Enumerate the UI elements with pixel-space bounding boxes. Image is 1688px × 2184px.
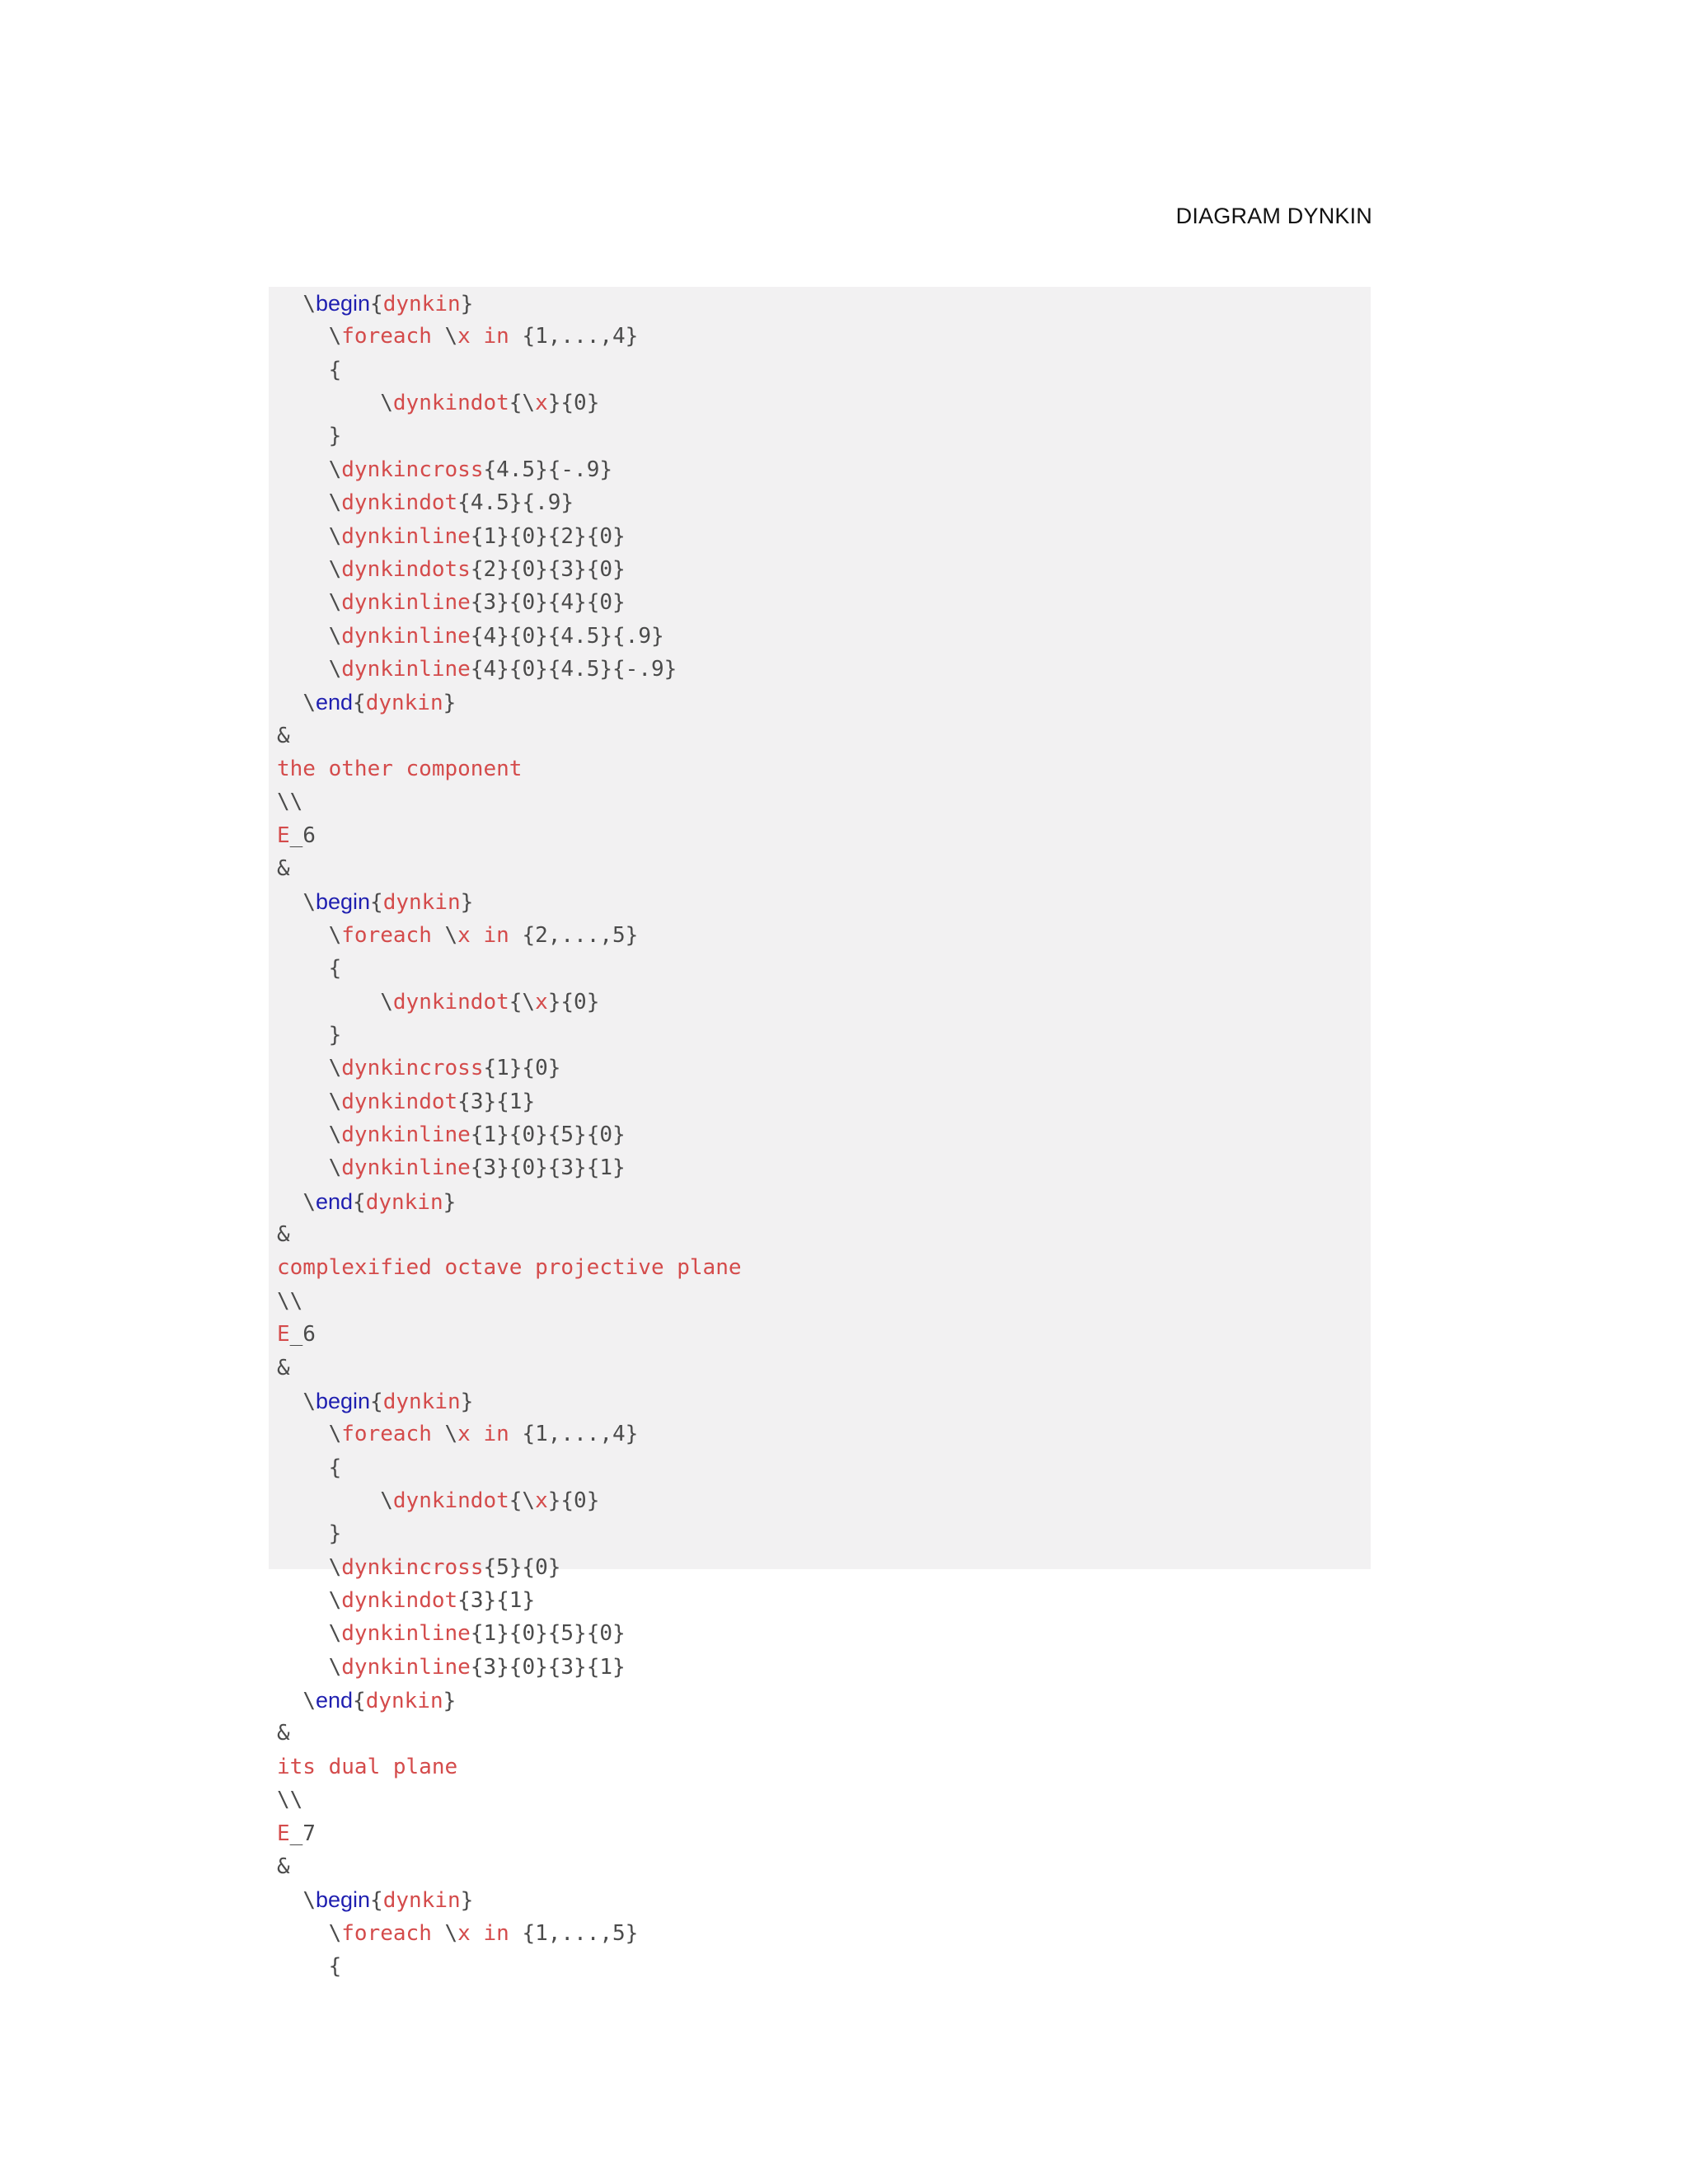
code-indent [277, 1689, 302, 1713]
code-token: \ [328, 590, 342, 616]
code-token: & [277, 1854, 290, 1879]
code-line [277, 553, 1371, 586]
code-token: end [315, 690, 354, 715]
code-token: \ [302, 1689, 316, 1714]
code-token: {1}{0}{5}{0} [470, 1122, 626, 1147]
code-indent [277, 1888, 302, 1913]
code-token: \ [328, 1155, 342, 1181]
code-token: dynkinline [341, 1155, 471, 1181]
code-line [277, 520, 1371, 553]
code-indent [277, 1588, 329, 1613]
code-token: { [328, 956, 342, 982]
code-token: in [483, 922, 509, 948]
code-token: {4}{0}{4.5}{-.9} [470, 656, 678, 682]
code-token: x [457, 1422, 471, 1447]
code-token: {3}{1} [457, 1089, 536, 1114]
code-line [277, 586, 1371, 619]
code-line [277, 1251, 1371, 1284]
code-indent [277, 1621, 329, 1646]
code-line [277, 1850, 1371, 1883]
code-line [277, 952, 1371, 985]
code-token: dynkindot [392, 391, 509, 416]
code-token: \ [328, 1056, 342, 1081]
code-token: dynkincross [341, 457, 484, 482]
code-token: { [370, 292, 383, 316]
code-token: dynkincross [341, 1554, 484, 1580]
code-indent [277, 990, 380, 1015]
code-token [471, 324, 484, 349]
code-line [277, 354, 1371, 387]
code-line [277, 320, 1371, 353]
code-listing [269, 287, 1371, 1979]
code-token: \\ [277, 1788, 303, 1813]
code-indent [277, 457, 329, 482]
code-token: foreach [341, 1422, 432, 1447]
code-line [277, 1085, 1371, 1118]
code-token: dynkin [382, 1888, 461, 1914]
code-line [277, 387, 1371, 419]
code-line [277, 1019, 1371, 1052]
code-line [277, 1118, 1371, 1151]
code-token: begin [315, 291, 371, 316]
code-token: { [328, 357, 342, 382]
code-indent [277, 358, 329, 382]
code-token: {\ [509, 989, 536, 1015]
code-token: \ [328, 457, 342, 482]
code-line [277, 1917, 1371, 1950]
code-token: & [277, 1355, 290, 1380]
code-line [277, 986, 1371, 1019]
code-line [277, 852, 1371, 885]
code-token: dynkinline [341, 1122, 471, 1147]
code-token: end [315, 1688, 354, 1713]
code-indent [277, 657, 329, 682]
code-token: }{0} [547, 1488, 600, 1513]
code-indent [277, 1023, 329, 1047]
code-token [471, 1921, 484, 1946]
code-token: {1}{0} [483, 1056, 561, 1081]
code-token: {\ [509, 391, 536, 416]
code-token: {3}{0}{3}{1} [470, 1654, 626, 1680]
code-line [277, 752, 1371, 785]
code-token: E [277, 1322, 290, 1347]
code-line [277, 919, 1371, 952]
code-token: in [483, 1422, 509, 1447]
code-indent [277, 1954, 329, 1979]
code-token: in [483, 1920, 509, 1946]
code-indent [277, 590, 329, 615]
code-line [277, 620, 1371, 653]
code-line [277, 1352, 1371, 1385]
code-indent [277, 1521, 329, 1546]
code-token: _6 [289, 1322, 316, 1347]
code-token: dynkinline [341, 623, 471, 649]
code-token: \ [328, 523, 342, 549]
code-token: dynkinline [341, 590, 471, 616]
code-token: its dual plane [277, 1754, 458, 1779]
code-line [277, 1517, 1371, 1550]
code-token: } [460, 890, 474, 916]
code-token: dynkinline [341, 1621, 471, 1647]
code-token: dynkindot [341, 490, 458, 516]
code-indent [277, 890, 302, 915]
code-token: \ [380, 1488, 393, 1513]
code-line [277, 1651, 1371, 1684]
code-token: {1}{0}{5}{0} [470, 1621, 626, 1647]
code-indent [277, 1455, 329, 1480]
code-token: \ [328, 1621, 342, 1647]
code-indent [277, 624, 329, 649]
code-line [277, 719, 1371, 752]
code-token: complexified octave projective plane [277, 1255, 742, 1281]
code-token: dynkinline [341, 1654, 471, 1680]
code-token: {5}{0} [483, 1554, 561, 1580]
code-token: x [535, 1488, 548, 1513]
code-token: \ [328, 1654, 342, 1680]
code-token: x [535, 989, 548, 1015]
code-token: \ [328, 1588, 342, 1614]
code-indent [277, 324, 329, 349]
code-token: { [353, 691, 366, 716]
code-token: dynkindot [341, 1089, 458, 1114]
code-token: \ [302, 1888, 316, 1914]
code-token: } [328, 1022, 342, 1047]
code-token: dynkinline [341, 523, 471, 549]
code-line [277, 1617, 1371, 1650]
code-token: dynkin [382, 890, 461, 916]
code-indent [277, 1155, 329, 1180]
code-token: {2,...,5} [509, 922, 639, 948]
code-token: begin [315, 1388, 371, 1413]
code-line [277, 885, 1371, 918]
code-line [277, 1151, 1371, 1184]
code-token: } [443, 691, 457, 716]
code-token: {3}{0}{3}{1} [470, 1155, 626, 1181]
code-line [277, 1584, 1371, 1617]
code-token: { [370, 1389, 383, 1414]
code-token: \ [302, 292, 316, 316]
code-token: dynkin [382, 1389, 461, 1414]
code-line [277, 819, 1371, 852]
code-token: foreach [341, 1920, 432, 1946]
code-token: x [457, 922, 471, 948]
code-token: \ [328, 656, 342, 682]
code-line [277, 1883, 1371, 1916]
code-line [277, 419, 1371, 452]
code-token: \ [431, 922, 458, 948]
code-indent [277, 1122, 329, 1147]
code-token: dynkinline [341, 656, 471, 682]
code-indent [277, 1390, 302, 1414]
code-token: \ [328, 623, 342, 649]
code-token: \ [328, 324, 342, 349]
code-token: { [353, 1689, 366, 1714]
code-line [277, 1750, 1371, 1783]
code-line [277, 1218, 1371, 1251]
code-token: {1,...,4} [509, 1422, 639, 1447]
code-indent [277, 557, 329, 582]
code-lines [277, 287, 1371, 1983]
code-line [277, 1484, 1371, 1517]
code-token: \\ [277, 1288, 303, 1314]
code-token: {4.5}{-.9} [483, 457, 613, 482]
code-token: foreach [341, 324, 432, 349]
code-token: { [370, 890, 383, 916]
code-line [277, 1285, 1371, 1318]
code-token: } [328, 424, 342, 449]
code-token: { [328, 1953, 342, 1979]
code-token: dynkin [382, 292, 461, 316]
code-token: } [460, 292, 474, 316]
code-token: {3}{1} [457, 1588, 536, 1614]
code-token: {4}{0}{4.5}{.9} [470, 623, 664, 649]
code-token: }{0} [547, 391, 600, 416]
code-line [277, 486, 1371, 519]
code-token: \ [302, 1189, 316, 1215]
code-token: x [535, 391, 548, 416]
code-line [277, 1418, 1371, 1451]
code-token: dynkindot [392, 989, 509, 1015]
code-line [277, 1684, 1371, 1717]
code-indent [277, 292, 302, 316]
code-token: dynkindots [341, 556, 471, 582]
code-token: dynkin [365, 1689, 443, 1714]
code-indent [277, 391, 380, 415]
code-token: end [315, 1188, 354, 1214]
code-line [277, 1551, 1371, 1584]
code-token: } [460, 1389, 474, 1414]
code-token: \ [302, 890, 316, 916]
code-token: { [370, 1888, 383, 1914]
code-indent [277, 1090, 329, 1114]
code-token: \ [328, 1089, 342, 1114]
code-token: { [353, 1189, 366, 1215]
code-token: \ [328, 1122, 342, 1147]
code-token: dynkincross [341, 1056, 484, 1081]
code-token: \ [328, 1554, 342, 1580]
code-line [277, 1318, 1371, 1351]
code-token: dynkindot [392, 1488, 509, 1513]
code-token: E [277, 1821, 290, 1846]
code-line [277, 1385, 1371, 1418]
code-token: begin [315, 1887, 371, 1913]
code-token: {\ [509, 1488, 536, 1513]
code-token: & [277, 856, 290, 882]
code-token: {1,...,4} [509, 324, 639, 349]
code-line [277, 453, 1371, 486]
code-token: \ [431, 324, 458, 349]
code-token: foreach [341, 922, 432, 948]
code-token: \ [302, 1389, 316, 1414]
code-line [277, 1451, 1371, 1484]
code-token: \ [431, 1920, 458, 1946]
code-token: E [277, 823, 290, 848]
code-token: {3}{0}{4}{0} [470, 590, 626, 616]
code-indent [277, 1056, 329, 1080]
code-token: {1}{0}{2}{0} [470, 523, 626, 549]
code-indent [277, 956, 329, 981]
code-token: \\ [277, 790, 303, 815]
code-token: } [460, 1888, 474, 1914]
code-token: \ [328, 556, 342, 582]
code-token: } [328, 1521, 342, 1547]
code-token: begin [315, 889, 371, 915]
code-line [277, 1950, 1371, 1983]
code-token: \ [328, 922, 342, 948]
code-line [277, 1817, 1371, 1850]
code-token: }{0} [547, 989, 600, 1015]
code-token: in [483, 324, 509, 349]
code-line [277, 1783, 1371, 1816]
code-line [277, 653, 1371, 686]
code-indent [277, 424, 329, 448]
code-token: \ [328, 1422, 342, 1447]
code-token: the other component [277, 757, 523, 782]
code-indent [277, 1190, 302, 1215]
code-line [277, 1052, 1371, 1085]
code-token: & [277, 1222, 290, 1248]
code-indent [277, 1555, 329, 1580]
code-line [277, 1185, 1371, 1218]
code-indent [277, 524, 329, 549]
code-token: } [443, 1689, 457, 1714]
code-token: _7 [289, 1821, 316, 1846]
code-token: \ [380, 391, 393, 416]
code-token: { [328, 1455, 342, 1480]
code-token: \ [302, 691, 316, 716]
code-token: dynkindot [341, 1588, 458, 1614]
code-token: & [277, 1721, 290, 1746]
code-indent [277, 1422, 329, 1446]
code-line [277, 686, 1371, 719]
code-indent [277, 691, 302, 715]
code-token: dynkin [365, 1189, 443, 1215]
code-indent [277, 923, 329, 948]
code-token: x [457, 324, 471, 349]
code-token: \ [328, 490, 342, 516]
code-line [277, 1717, 1371, 1750]
code-token: \ [328, 1920, 342, 1946]
code-indent [277, 490, 329, 515]
running-head: DIAGRAM DYNKIN [1175, 204, 1372, 228]
code-token: {1,...,5} [509, 1920, 639, 1946]
code-token: \ [380, 989, 393, 1015]
code-token: {4.5}{.9} [457, 490, 574, 516]
code-token: } [443, 1189, 457, 1215]
code-indent [277, 1921, 329, 1946]
code-line [277, 785, 1371, 818]
code-token: dynkin [365, 691, 443, 716]
code-indent [277, 1488, 380, 1513]
code-token: \ [431, 1422, 458, 1447]
code-token: & [277, 723, 290, 748]
code-indent [277, 1655, 329, 1680]
code-line [277, 287, 1371, 320]
code-token: {2}{0}{3}{0} [470, 556, 626, 582]
code-token: _6 [289, 823, 316, 848]
code-token [471, 1422, 484, 1446]
code-token [471, 923, 484, 948]
code-token: x [457, 1920, 471, 1946]
